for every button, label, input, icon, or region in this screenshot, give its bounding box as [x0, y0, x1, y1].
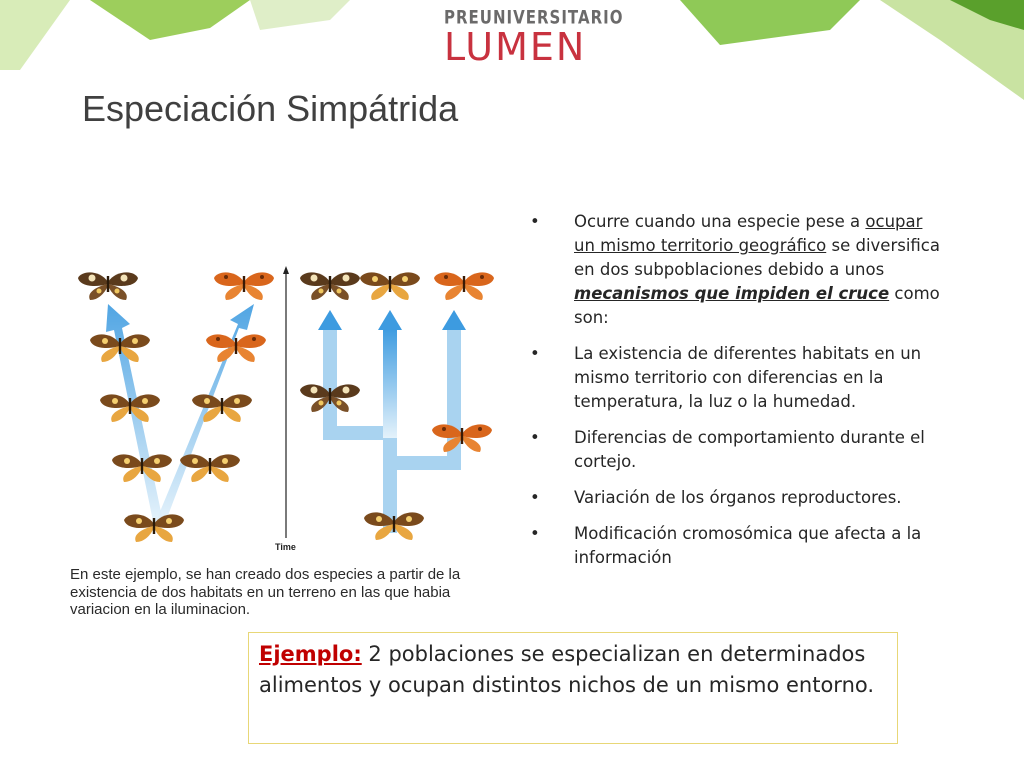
bullet-marker: • — [530, 488, 540, 507]
example-label: Ejemplo: — [259, 642, 362, 666]
logo-top-text: PREUNIVERSITARIO — [444, 5, 624, 29]
bullet-item — [528, 210, 948, 330]
bullet-item — [528, 522, 948, 570]
bullet-text: La existencia de diferentes habitats en un mismo territorio con diferencias en la temperatura, la luz o la humedad. — [574, 344, 922, 411]
time-label: Time — [275, 542, 296, 552]
bullet-marker: • — [530, 212, 540, 231]
bullet-text: Modificación cromosómica que afecta a la información — [574, 524, 922, 567]
butterfly-icon — [206, 334, 266, 362]
bullet-item — [528, 426, 948, 474]
butterfly-icon — [180, 454, 240, 482]
butterfly-icon — [364, 512, 424, 540]
butterfly-icon — [300, 272, 360, 300]
brand-logo — [444, 5, 624, 69]
bullet-list — [528, 210, 948, 582]
butterfly-icon — [78, 272, 138, 300]
arrow-tree-middle — [383, 328, 397, 438]
example-box — [248, 632, 898, 744]
butterfly-icon — [434, 272, 494, 300]
butterfly-icon — [112, 454, 172, 482]
arrow-tree-head-mid — [378, 310, 402, 330]
figure-caption: En este ejemplo, se han creado dos especies a partir de la existencia de dos habitats en un terreno en las que habia variacion en la iluminacion. — [70, 566, 461, 618]
bullet-text: como son: — [574, 284, 940, 327]
bullet-text: se diversifica en dos subpoblaciones debido a unos — [574, 236, 940, 279]
deco-right-mid — [680, 0, 860, 45]
deco-left-pale — [250, 0, 350, 30]
butterfly-icon — [124, 514, 184, 542]
arrow-tree-branch-right — [390, 328, 454, 463]
arrow-tree-head-right — [442, 310, 466, 330]
butterfly-icon — [214, 272, 274, 300]
deco-left-light — [0, 0, 70, 70]
logo-main-text: LUMEN — [444, 25, 587, 69]
bullet-text: Ocurre cuando una especie pese a — [574, 212, 866, 231]
bullet-item — [528, 486, 948, 510]
butterfly-icon — [432, 424, 492, 452]
bullet-text: Diferencias de comportamiento durante el cortejo. — [574, 428, 925, 471]
slide-title: Especiación Simpátrida — [82, 88, 459, 129]
bullet-underlined-text: ocupar un mismo territorio geográfico — [574, 212, 923, 255]
bullet-item — [528, 342, 948, 414]
time-axis-arrowhead — [283, 266, 289, 274]
bullet-marker: • — [530, 344, 540, 363]
bullet-emphasis-text: mecanismos que impiden el cruce — [574, 284, 890, 303]
bullet-marker: • — [530, 428, 540, 447]
deco-left-mid — [90, 0, 250, 40]
bullet-marker: • — [530, 524, 540, 543]
arrow-tree-trunk — [330, 328, 390, 533]
example-text: 2 poblaciones se especializan en determinados alimentos y ocupan distintos nichos de un mismo entorno. — [259, 642, 875, 697]
butterfly-icon — [100, 394, 160, 422]
bullet-text: Variación de los órganos reproductores. — [574, 488, 902, 507]
arrow-tree-head-left — [318, 310, 342, 330]
speciation-illustration — [64, 258, 504, 558]
butterfly-icon — [360, 272, 420, 300]
